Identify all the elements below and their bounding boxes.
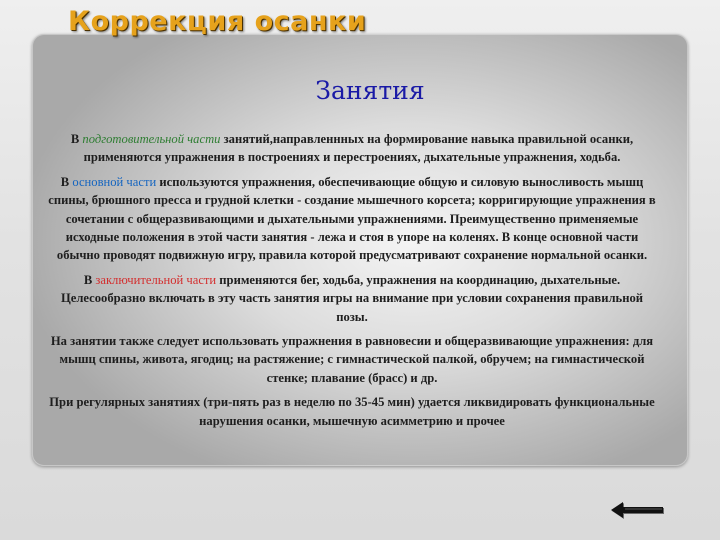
- paragraph-prefix: В: [83, 272, 96, 287]
- paragraph-regular-sessions: При регулярных занятиях (три-пять раз в неделю по 35-45 мин) удается ликвидировать функциональные нарушения осанки, мышечную асимметрию и прочее: [49, 395, 655, 428]
- highlight-final-part: заключительной части: [95, 272, 217, 287]
- paragraph-text: применяются бег, ходьба, упражнения на координацию, дыхательные. Целесообразно включать в эту часть занятия игры на внимание при условии сохранения правильной позы.: [60, 272, 644, 324]
- paragraph-text: используются упражнения, обеспечивающие общую и силовую выносливость мышц спины, брюшного пресса и грудной клетки - создание мышечного корсета; корригирующие упражнения в сочетании с общеразвивающими и дыхательными упражнениями. Преимущественно применяемые исходные положения в этой части занятия - лежа и стоя в упоре на коленях. В конце основной части обычно проводят подвижную игру, правила которой предусматривают сохранение нормальной осанки.: [48, 174, 656, 263]
- back-button[interactable]: [610, 500, 666, 522]
- slide-subtitle: Занятия: [315, 76, 425, 105]
- paragraph-final: [46, 271, 658, 326]
- left-arrow-icon: [610, 500, 666, 522]
- paragraph-preparatory: [46, 130, 658, 167]
- highlight-main-part: основной части: [72, 174, 157, 189]
- highlight-preparatory-part: подготовительной части: [82, 132, 221, 146]
- paragraph-text: занятий,направленнных на формирование навыка правильной осанки, применяются упражнения в построениях и перестроениях, дыхательные упражнения, ходьба.: [83, 132, 634, 165]
- paragraph-additional-exercises: На занятии также следует использовать упражнения в равновесии и общеразвивающие упражнения: для мышц спины, живота, ягодиц; на растяжение; с гимнастической палкой, обручем; на гимнастической стенке; плавание (брасс) и др.: [50, 334, 654, 385]
- paragraph-prefix: В: [60, 174, 73, 189]
- paragraph-main: [46, 173, 658, 265]
- slide-body: [46, 130, 658, 436]
- paragraph-prefix: В: [70, 132, 83, 146]
- slide-title: Коррекция осанки: [68, 6, 367, 37]
